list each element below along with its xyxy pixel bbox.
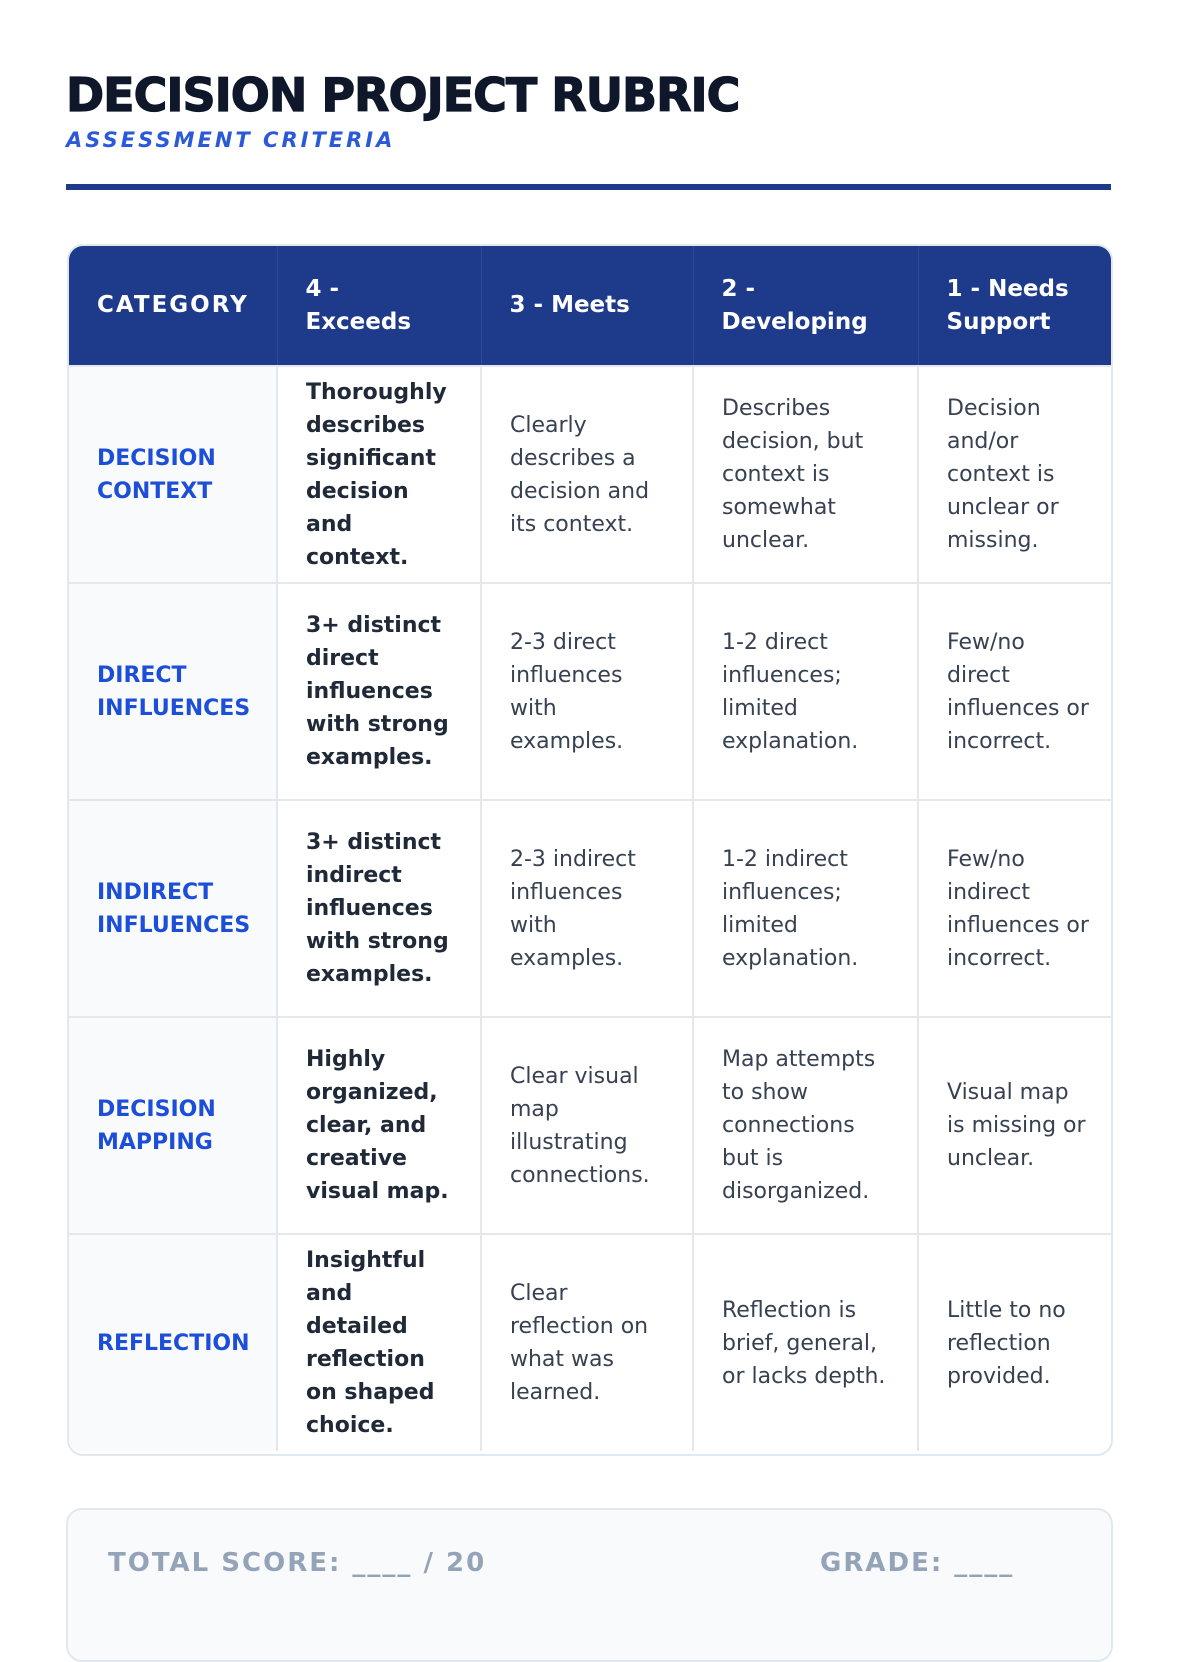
column-header-exceeds: 4 - Exceeds <box>277 246 481 366</box>
meets-cell: Clear visual map illustrating connections. <box>481 1017 693 1234</box>
needs-support-cell: Visual map is missing or unclear. <box>918 1017 1111 1234</box>
page-header <box>66 66 1111 152</box>
developing-cell: Map attempts to show connections but is disorganized. <box>693 1017 918 1234</box>
rubric-table <box>69 246 1111 1451</box>
needs-support-cell: Decision and/or context is unclear or missing. <box>918 366 1111 583</box>
meets-cell: 2-3 indirect influences with examples. <box>481 800 693 1017</box>
page-subtitle: ASSESSMENT CRITERIA <box>66 128 396 152</box>
needs-support-cell: Few/no indirect influences or incorrect. <box>918 800 1111 1017</box>
page-title: DECISION PROJECT RUBRIC <box>66 68 740 122</box>
category-cell: DECISION MAPPING <box>69 1017 277 1234</box>
table-row <box>69 366 1111 583</box>
developing-cell: 1-2 indirect influences; limited explanation. <box>693 800 918 1017</box>
rubric-table-container <box>67 244 1113 1456</box>
column-header-needs-support: 1 - Needs Support <box>918 246 1111 366</box>
exceeds-cell: Insightful and detailed reflection on shaped choice. <box>277 1234 481 1451</box>
total-score-label: TOTAL SCORE: ____ / 20 <box>108 1548 487 1578</box>
column-header-meets: 3 - Meets <box>481 246 693 366</box>
meets-cell: Clear reflection on what was learned. <box>481 1234 693 1451</box>
table-row <box>69 1017 1111 1234</box>
category-cell: DIRECT INFLUENCES <box>69 583 277 800</box>
category-cell: INDIRECT INFLUENCES <box>69 800 277 1017</box>
exceeds-cell: Highly organized, clear, and creative visual map. <box>277 1017 481 1234</box>
category-cell: DECISION CONTEXT <box>69 366 277 583</box>
grade-label: GRADE: ____ <box>820 1548 1015 1578</box>
exceeds-cell: 3+ distinct direct influences with strong examples. <box>277 583 481 800</box>
column-header-category: CATEGORY <box>97 292 249 318</box>
meets-cell: 2-3 direct influences with examples. <box>481 583 693 800</box>
exceeds-cell: Thoroughly describes significant decision and context. <box>277 366 481 583</box>
needs-support-cell: Few/no direct influences or incorrect. <box>918 583 1111 800</box>
table-row <box>69 583 1111 800</box>
developing-cell: Reflection is brief, general, or lacks depth. <box>693 1234 918 1451</box>
needs-support-cell: Little to no reflection provided. <box>918 1234 1111 1451</box>
table-row <box>69 800 1111 1017</box>
meets-cell: Clearly describes a decision and its context. <box>481 366 693 583</box>
developing-cell: 1-2 direct influences; limited explanation. <box>693 583 918 800</box>
table-row <box>69 1234 1111 1451</box>
category-cell: REFLECTION <box>69 1234 277 1451</box>
column-header-developing: 2 - Developing <box>693 246 918 366</box>
exceeds-cell: 3+ distinct indirect influences with strong examples. <box>277 800 481 1017</box>
header-divider <box>66 184 1111 190</box>
developing-cell: Describes decision, but context is somewhat unclear. <box>693 366 918 583</box>
score-summary-box <box>66 1508 1113 1662</box>
table-header-row <box>69 246 1111 366</box>
